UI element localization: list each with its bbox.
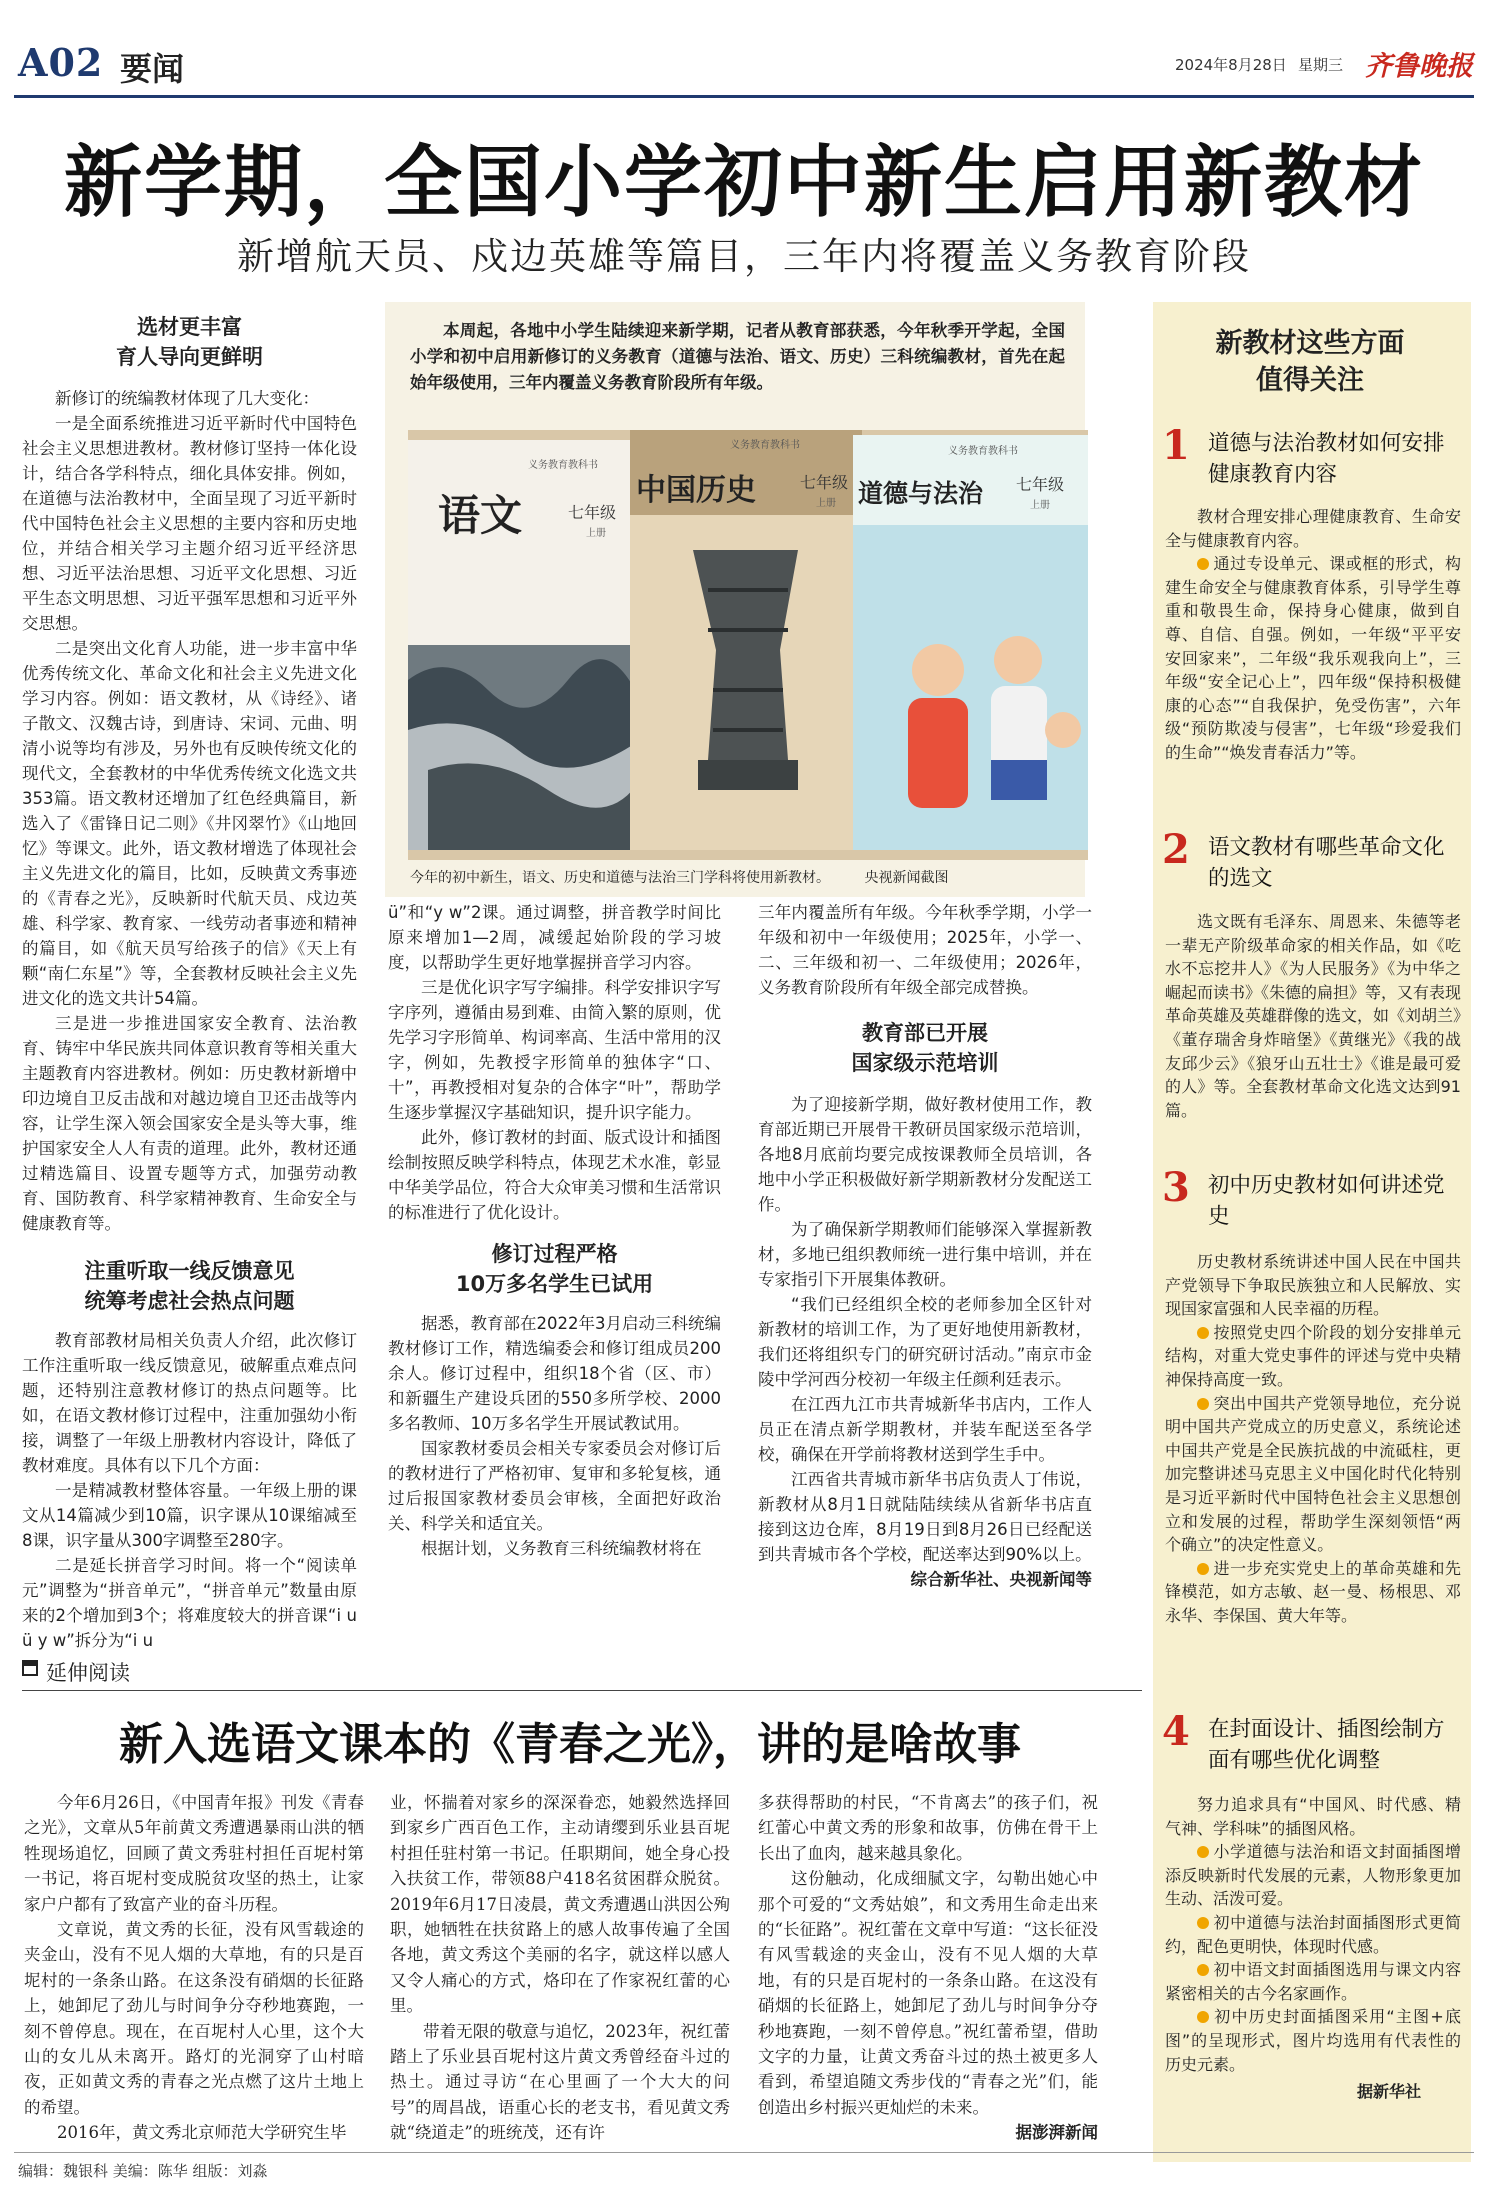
section-title-line: 修订过程严格 (491, 1242, 618, 1266)
story-column-3 (758, 1790, 1098, 2146)
column-2 (388, 900, 721, 1561)
section-name: 要闻 (120, 50, 185, 88)
bullet-icon (1197, 1964, 1209, 1976)
section-title-1 (22, 312, 357, 372)
paragraph: 教育部教材局相关负责人介绍，此次修订工作注重听取一线反馈意见，破解重点难点问题，还特别注意教材修订的热点问题等。比如，在语文教材修订过程中，注重加强幼小衔接，调整了一年级上册教材内容设计，降低了教材难度。具体有以下几个方面： (22, 1331, 357, 1475)
sidebar-title-line: 值得关注 (1256, 365, 1364, 396)
book-series-label: 义务教育教科书 (730, 440, 800, 451)
section-title-line: 国家级示范培训 (851, 1051, 999, 1075)
story-credit: 据澎湃新闻 (1015, 2123, 1098, 2143)
sidebar-credit: 据新华社 (1356, 2082, 1421, 2102)
paragraph: ü”和“y w”2课。通过调整，拼音教学时间比原来增加1—2周，减缓起始阶段的学习坡度，以帮助学生更好地掌握拼音学习内容。 (388, 903, 721, 972)
paragraph: 二是突出文化育人功能，进一步丰富中华优秀传统文化、革命文化和社会主义先进文化学习内容。例如：语文教材，从《诗经》、诸子散文、汉魏古诗，到唐诗、宋词、元曲、明清小说等均有涉及，另外也有反映传统文化的现代文，全套教材的中华优秀传统文化选文共353篇。语文教材还增加了红色经典篇目，新选入了《雷锋日记二则》《井冈翠竹》《山地回忆》等课文。此外，语文教材增选了体现社会主义先进文化的篇目，比如，反映黄文秀事迹的《青春之光》，反映新时代航天员、戍边英雄、科学家、教育家、一线劳动者事迹和精神的篇目，如《航天员写给孩子的信》《天上有颗“南仁东星”》等，全套教材反映社会主义先进文化的选文共计54篇。 (22, 639, 357, 1008)
paragraph: 突出中国共产党领导地位，充分说明中国共产党成立的历史意义，系统论述中国共产党是全民族抗战的中流砥柱，更加完整讲述马克思主义中国化时代化特别是习近平新时代中国特色社会主义思想创立和发展的过程，帮助学生深刻领悟“两个确立”的决定性意义。 (1165, 1393, 1461, 1555)
sidebar-number: 2 (1162, 832, 1198, 868)
paragraph: 业，怀揣着对家乡的深深眷恋，她毅然选择回到家乡广西百色工作，主动请缨到乐业县百坭村担任驻村第一书记。任职期间，她全身心投入扶贫工作，带领88户418名贫困群众脱贫。2019年6月17日凌晨，黄文秀遭遇山洪因公殉职，她牺牲在扶贫路上的感人故事传遍了全国各地，黄文秀这个美丽的名字，就这样以感人又令人痛心的方式，烙印在了作家祝红蕾的心里。 (390, 1793, 730, 2016)
section-title-line: 教育部已开展 (862, 1021, 988, 1045)
sidebar-heading-4 (1162, 1708, 1462, 1778)
bullet-icon (1197, 1398, 1209, 1410)
extended-reading-label: 延伸阅读 (46, 1661, 130, 1685)
paragraph: 三是进一步推进国家安全教育、法治教育、铸牢中华民族共同体意识教育等相关重大主题教育内容进教材。例如：历史教材新增中印边境自卫反击战和对越边境自卫还击战等内容，让学生深入领会国家安全是头等大事，维护国家安全人人有责的道理。此外，教材还通过精选篇目、设置专题等方式，加强劳动教育、国防教育、科学家精神教育、生命安全与健康教育等。 (22, 1014, 357, 1233)
book-volume: 上册 (816, 498, 836, 509)
article-body (388, 900, 721, 1225)
issue-date: 2024年8月28日 (1175, 56, 1287, 74)
book-series-label: 义务教育教科书 (528, 460, 598, 471)
sidebar-body-1 (1165, 505, 1461, 765)
sidebar-heading-3 (1162, 1164, 1462, 1234)
sidebar-heading-text: 初中历史教材如何讲述党史 (1208, 1173, 1445, 1229)
section-title-3 (388, 1239, 721, 1299)
extended-reading-rule (22, 1690, 1142, 1691)
sidebar-heading-text: 道德与法治教材如何安排健康教育内容 (1208, 431, 1445, 487)
article-body (22, 386, 357, 1236)
sidebar-heading-1 (1162, 422, 1462, 492)
sidebar-body-4 (1165, 1793, 1461, 2104)
textbook-photo (408, 430, 1088, 860)
bullet-icon (1197, 1846, 1209, 1858)
article-body (22, 1328, 357, 1653)
book-volume: 上册 (1030, 500, 1050, 511)
book-grade: 七年级 (800, 473, 849, 492)
paragraph: 此外，修订教材的封面、版式设计和插图绘制按照反映学科特点，体现艺术水准，彰显中华美学品位，符合大众审美习惯和生活常识的标准进行了优化设计。 (388, 1128, 721, 1222)
headline: 新学期，全国小学初中新生启用新教材 (63, 137, 1424, 228)
paragraph: 为了确保新学期教师们能够深入掌握新教材，多地已组织教师统一进行集中培训，并在专家指引下开展集体教研。 (758, 1220, 1092, 1289)
bullet-icon (1197, 1563, 1209, 1575)
paragraph: 这份触动，化成细腻文字，勾勒出她心中那个可爱的“文秀姑娘”，和文秀用生命走出来的“长征路”。祝红蕾在文章中写道：“这长征没有风雪载途的夹金山，没有不见人烟的大草地，有的只是百坭村的一条条山路。在这没有硝烟的长征路上，她卸尼了劲儿与时间争分夺秒地赛跑，一刻不曾停息。”祝红蕾希望，借助文字的力量，让黄文秀奋斗过的热土被更多人看到，希望追随文秀步伐的“青春之光”们，能创造出乡村振兴更灿烂的未来。 (758, 1869, 1098, 2117)
section-title-line: 统筹考虑社会热点问题 (84, 1289, 295, 1313)
bullet-icon (1197, 558, 1209, 570)
paragraph: 历史教材系统讲述中国人民在中国共产党领导下争取民族独立和人民解放、实现国家富强和人民幸福的历程。 (1165, 1252, 1461, 1319)
paragraph: 努力追求具有“中国风、时代感、精气神、学科味”的插图风格。 (1165, 1795, 1461, 1838)
story-column-2 (390, 1790, 730, 2146)
sidebar-number: 4 (1162, 1714, 1198, 1750)
article-body (388, 1311, 721, 1561)
bullet-icon (1197, 1327, 1209, 1339)
paragraph: 三是优化识字写字编排。科学安排识字写字序列，遵循由易到难、由简入繁的原则，优先学习字形简单、构词率高、生活中常用的汉字，例如，先教授字形简单的独体字“口、十”，再教授相对复杂的合体字“叶”，帮助学生逐步掌握汉字基础知识，提升识字能力。 (388, 978, 721, 1122)
caption-credit: 央视新闻截图 (864, 870, 949, 886)
book-title: 语文 (438, 491, 523, 540)
sidebar-heading-text: 语文教材有哪些革命文化的选文 (1208, 835, 1445, 891)
section-title-line: 注重听取一线反馈意见 (84, 1259, 295, 1283)
footer-rule (14, 2152, 1474, 2153)
sidebar-body-3 (1165, 1250, 1461, 1628)
paragraph: 一是全面系统推进习近平新时代中国特色社会主义思想进教材。教材修订坚持一体化设计，结合各学科特点，细化具体安排。例如，在道德与法治教材中，全面呈现了习近平新时代中国特色社会主义思想的主要内容和历史地位，并结合相关学习主题介绍习近平经济思想、习近平法治思想、习近平文化思想、习近平生态文明思想、习近平强军思想和习近平外交思想。 (22, 414, 357, 633)
extended-reading-icon (22, 1660, 38, 1676)
bullet-icon (1197, 2011, 1209, 2023)
paragraph: 国家教材委员会相关专家委员会对修订后的教材进行了严格初审、复审和多轮复核，通过后报国家教材委员会审核，全面把好政治关、科学关和适宜关。 (388, 1439, 721, 1533)
section-title-line: 育人导向更鲜明 (116, 345, 263, 369)
paragraph: 为了迎接新学期，做好教材使用工作，教育部近期已开展骨干教研员国家级示范培训，各地8月底前均要完成按课教师全员培训，各地中小学正积极做好新学期新教材分发配送工作。 (758, 1095, 1092, 1214)
section-title-line: 10万多名学生已试用 (455, 1272, 654, 1296)
paragraph: 2016年，黄文秀北京师范大学研究生毕 (57, 2123, 347, 2143)
subheadline: 新增航天员、戍边英雄等篇目，三年内将覆盖义务教育阶段 (237, 235, 1251, 278)
sidebar-heading-text: 在封面设计、插图绘制方面有哪些优化调整 (1208, 1717, 1445, 1773)
paragraph: 按照党史四个阶段的划分安排单元结构，对重大党史事件的评述与党中央精神保持高度一致。 (1165, 1322, 1461, 1389)
sidebar-title-line: 新教材这些方面 (1215, 328, 1405, 359)
article-body (758, 900, 1092, 1000)
book-grade: 七年级 (568, 503, 617, 522)
footer-credits: 编辑：魏银科 美编：陈华 组版：刘淼 (18, 2162, 268, 2180)
book-chinese (408, 440, 640, 850)
book-title: 道德与法治 (858, 479, 984, 508)
paragraph: 初中历史封面插图采用“主图+底图”的呈现形式，图片均选用有代表性的历史元素。 (1165, 2007, 1461, 2074)
book-volume: 上册 (586, 528, 606, 539)
paragraph: 通过专设单元、课或框的形式，构建生命安全与健康教育体系，引导学生尊重和敬畏生命，保持身心健康，做到自尊、自信、自强。例如，一年级“平平安安回家来”，二年级“我乐观我向上”，三年级“安全记心上”，四年级“保持积极健康的心态”“自我保护，免受伤害”，六年级“预防欺凌与侵害”，七年级“珍爱我们的生命”“焕发青春活力”等。 (1165, 554, 1461, 762)
issue-weekday: 星期三 (1298, 56, 1344, 74)
book-history (630, 430, 862, 850)
bullet-icon (1197, 1917, 1209, 1929)
section-title-2 (22, 1256, 357, 1316)
paragraph: 一是精减教材整体容量。一年级上册的课文从14篇减少到10篇，识字课从10课缩减至8课，识字量从300字调整至280字。 (22, 1481, 357, 1550)
newspaper-logo: 齐鲁晚报 (1365, 51, 1473, 82)
caption-text: 今年的初中新生，语文、历史和道德与法治三门学科将使用新教材。 (410, 870, 830, 886)
column-1 (22, 312, 357, 1653)
paragraph: “我们已经组织全校的老师参加全区针对新教材的培训工作，为了更好地使用新教材，我们还将组织专门的研究研讨活动。”南京市金陵中学河西分校初一年级主任颜利廷表示。 (758, 1295, 1092, 1389)
paragraph: 小学道德与法治和语文封面插图增添反映新时代发展的元素，人物形象更加生动、活泼可爱。 (1165, 1842, 1461, 1909)
paragraph: 新修订的统编教材体现了几大变化： (55, 389, 319, 408)
paragraph: 二是延长拼音学习时间。将一个“阅读单元”调整为“拼音单元”，“拼音单元”数量由原来的2个增加到3个；将难度较大的拼音课“i u ü y w”拆分为“i u (22, 1556, 357, 1650)
paragraph: 根据计划，义务教育三科统编教材将在 (421, 1539, 702, 1558)
book-grade: 七年级 (1016, 475, 1065, 494)
sidebar-title (1160, 325, 1460, 399)
sidebar-number: 3 (1162, 1170, 1198, 1206)
sidebar-body-2 (1165, 910, 1461, 1122)
paragraph: 初中语文封面插图选用与课文内容紧密相关的古今名家画作。 (1165, 1960, 1461, 2003)
book-morality-law (853, 435, 1088, 850)
story-column-1 (24, 1790, 364, 2146)
book-title: 中国历史 (636, 473, 756, 508)
paragraph: 江西省共青城市新华书店负责人丁伟说，新教材从8月1日就陆陆续续从省新华书店直接到这边仓库，8月19日到8月26日已经配送到共青城市各个学校，配送率达到90%以上。 (758, 1470, 1092, 1564)
paragraph: 据悉，教育部在2022年3月启动三科统编教材修订工作，精选编委会和修订组成员200余人。修订过程中，组织18个省（区、市）和新疆生产建设兵团的550多所学校、2000多名教师、10万多名学生开展试教试用。 (388, 1314, 721, 1433)
paragraph: 今年6月26日，《中国青年报》刊发《青春之光》，文章从5年前黄文秀遭遇暴雨山洪的牺牲现场追忆，回顾了黄文秀驻村担任百坭村第一书记，将百坭村变成脱贫攻坚的热土，让家家户户都有了致富产业的奋斗历程。 (24, 1793, 364, 1914)
article-body (758, 1092, 1092, 1592)
sidebar-heading-2 (1162, 826, 1462, 896)
sidebar-number: 1 (1162, 428, 1198, 464)
intro-text: 本周起，各地中小学生陆续迎来新学期，记者从教育部获悉，今年秋季开学起，全国小学和初中启用新修订的义务教育（道德与法治、语文、历史）三科统编教材，首先在起始年级使用，三年内覆盖义务教育阶段所有年级。 (410, 321, 1065, 392)
page-number: A02 (18, 40, 104, 85)
extended-reading-title: 新入选语文课本的《青春之光》，讲的是啥故事 (119, 1719, 1021, 1770)
paragraph: 多获得帮助的村民，“不肯离去”的孩子们，祝红蕾心中黄文秀的形象和故事，仿佛在骨干上长出了血肉，越来越具象化。 (758, 1793, 1098, 1863)
paragraph: 文章说，黄文秀的长征，没有风雪载途的夹金山，没有不见人烟的大草地，有的只是百坭村的一条条山路。在这条没有硝烟的长征路上，她卸尼了劲儿与时间争分夺秒地赛跑，一刻不曾停息。现在，在百坭村人心里，这个大山的女儿从未离开。路灯的光洞穿了山村暗夜，正如黄文秀的青春之光点燃了这片土地上的希望。 (24, 1920, 364, 2117)
column-3 (758, 900, 1092, 1592)
header-rule (14, 95, 1474, 98)
section-title-4 (758, 1018, 1092, 1078)
paragraph: 初中道德与法治封面插图形式更简约，配色更明快，体现时代感。 (1165, 1912, 1461, 1956)
section-title-line: 选材更丰富 (137, 315, 242, 339)
paragraph: 在江西九江市共青城新华书店内，工作人员正在清点新学期教材，并装车配送至各学校，确保在开学前将教材送到学生手中。 (758, 1395, 1092, 1464)
book-series-label: 义务教育教科书 (948, 446, 1018, 457)
paragraph: 带着无限的敬意与追忆，2023年，祝红蕾踏上了乐业县百坭村这片黄文秀曾经奋斗过的热土。通过寻访“在心里画了一个大大的问号”的周昌战，语重心长的老支书，看见黄文秀就“绕道走”的班统茂，还有许 (390, 2021, 730, 2143)
paragraph: 三年内覆盖所有年级。今年秋季学期，小学一年级和初中一年级使用；2025年，小学一、二、三年级和初一、二年级使用；2026年，义务教育阶段所有年级全部完成替换。 (758, 903, 1092, 997)
paragraph: 选文既有毛泽东、周恩来、朱德等老一辈无产阶级革命家的相关作品，如《吃水不忘挖井人》《为人民服务》《为中华之崛起而读书》《朱德的扁担》等，又有表现革命英雄及英雄群像的选文，如《刘胡兰》《董存瑞舍身炸暗堡》《黄继光》《我的战友邱少云》《狼牙山五壮士》《谁是最可爱的人》等。全套教材革命文化选文达到91篇。 (1165, 912, 1462, 1120)
article-credit: 综合新华社、央视新闻等 (910, 1570, 1092, 1589)
paragraph: 教材合理安排心理健康教育、生命安全与健康教育内容。 (1165, 507, 1461, 550)
paragraph: 进一步充实党史上的革命英雄和先锋模范，如方志敏、赵一曼、杨根思、邓永华、李保国、黄大年等。 (1165, 1558, 1461, 1625)
photo-caption (410, 867, 1090, 887)
